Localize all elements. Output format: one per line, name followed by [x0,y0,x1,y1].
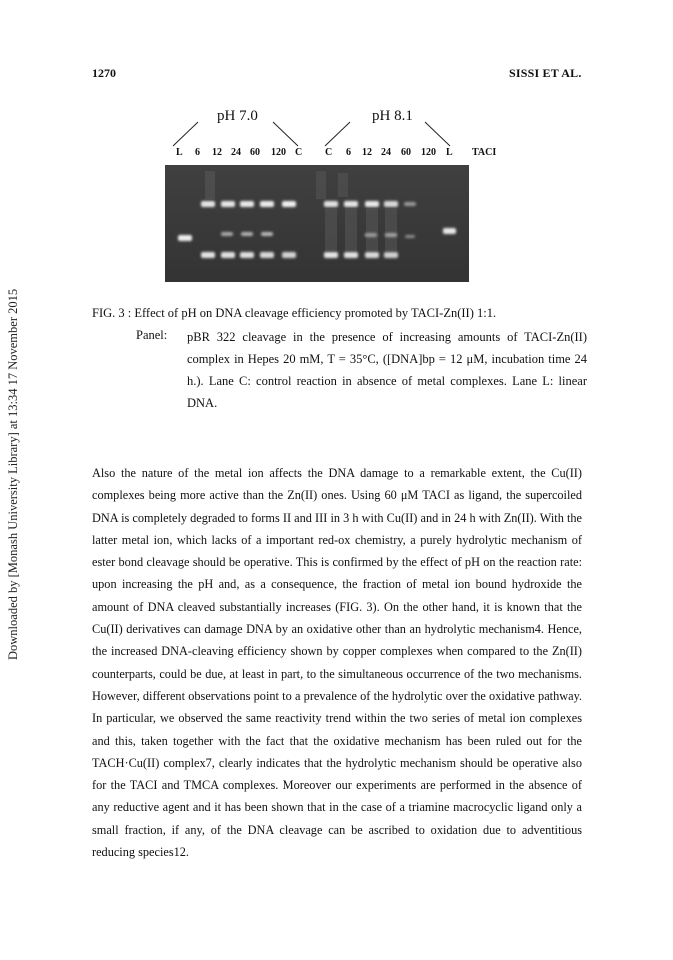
lane-label: 24 [231,147,241,158]
download-notice [4,20,22,940]
lane-label: 120 [421,147,436,158]
lane-label: L [446,147,453,158]
figure-caption-panel-label: Panel: [136,328,168,342]
body-paragraph: Also the nature of the metal ion affects the DNA damage to a remarkable extent, the Cu(II) complexes being more active than the Zn(II) ones. Using 60 μM TACI as ligand, the supercoiled DNA is completely degraded to forms II and III in 3 h with Cu(II) and in 24 h with Zn(II). With the latter metal ion, which lacks of a important red-ox chemistry, a purely hydrolytic mechanism of ester bond cleavage should be operative. This is confirmed by the effect of pH on the reaction rate: upon increasing the pH and, as a consequence, the fraction of metal ion bound hydroxide the amount of DNA cleaved substantially increases (FIG. 3). On the other hand, it is known that the Cu(II) derivatives can damage DNA by an oxidative other than an hydrolytic mechanism4. Hence, the increased DNA-cleaving efficiency shown by copper complexes when compared to the Zn(II) counterparts, could be due, at least in part, to the simultaneous occurrence of the two mechanisms. However, different observations point to a prevalence of the hydrolytic over the oxidative pathway. In particular, we observed the same reactivity trend within the two series of metal ion complexes and this, taken together with the fact that the oxidative mechanism has been ruled out for the TACH·Cu(II) complex7, clearly indicates that the hydrolytic mechanism should be operative also for the TACI and TMCA complexes. Moreover our experiments are performed in the absence of any reductive agent and it has been shown that in the case of a triamine macrocyclic ligand only a small fraction, if any, of the DNA cleavage can be ascribed to oxidation due to adventitious reducing species12. [92,466,582,860]
download-notice-text: Downloaded by [Monash University Library] at 13:34 17 November 2015 [6,288,20,660]
lane-label: 6 [346,147,351,158]
page-number: 1270 [92,66,116,80]
ph-label-left: pH 7.0 [217,108,258,124]
running-head: SISSI ET AL. [509,66,582,80]
lane-label: 12 [362,147,372,158]
reagent-label: TACI [472,147,497,158]
lane-label: 60 [250,147,260,158]
figure-caption-title: FIG. 3 : Effect of pH on DNA cleavage efficiency promoted by TACI-Zn(II) 1:1. [92,306,497,320]
lane-label: C [325,147,333,158]
lane-label: 60 [401,147,411,158]
ph-label-right: pH 8.1 [372,108,413,124]
body-text [92,462,582,863]
figure-3 [160,100,520,285]
lane-label: 6 [195,147,200,158]
lane-label: 12 [212,147,222,158]
gel-image [165,165,469,282]
lane-label: L [176,147,183,158]
figure-caption-panel-text: pBR 322 cleavage in the presence of increasing amounts of TACI-Zn(II) complex in Hepes 20 mM, T = 35°C, ([DNA]bp = 12 μM, incubation time 24 h.). Lane C: control reaction in absence of metal complexes. Lane L: linear DNA. [187,330,587,410]
lane-label: C [295,147,303,158]
lane-label: 120 [271,147,286,158]
lane-label: 24 [381,147,391,158]
